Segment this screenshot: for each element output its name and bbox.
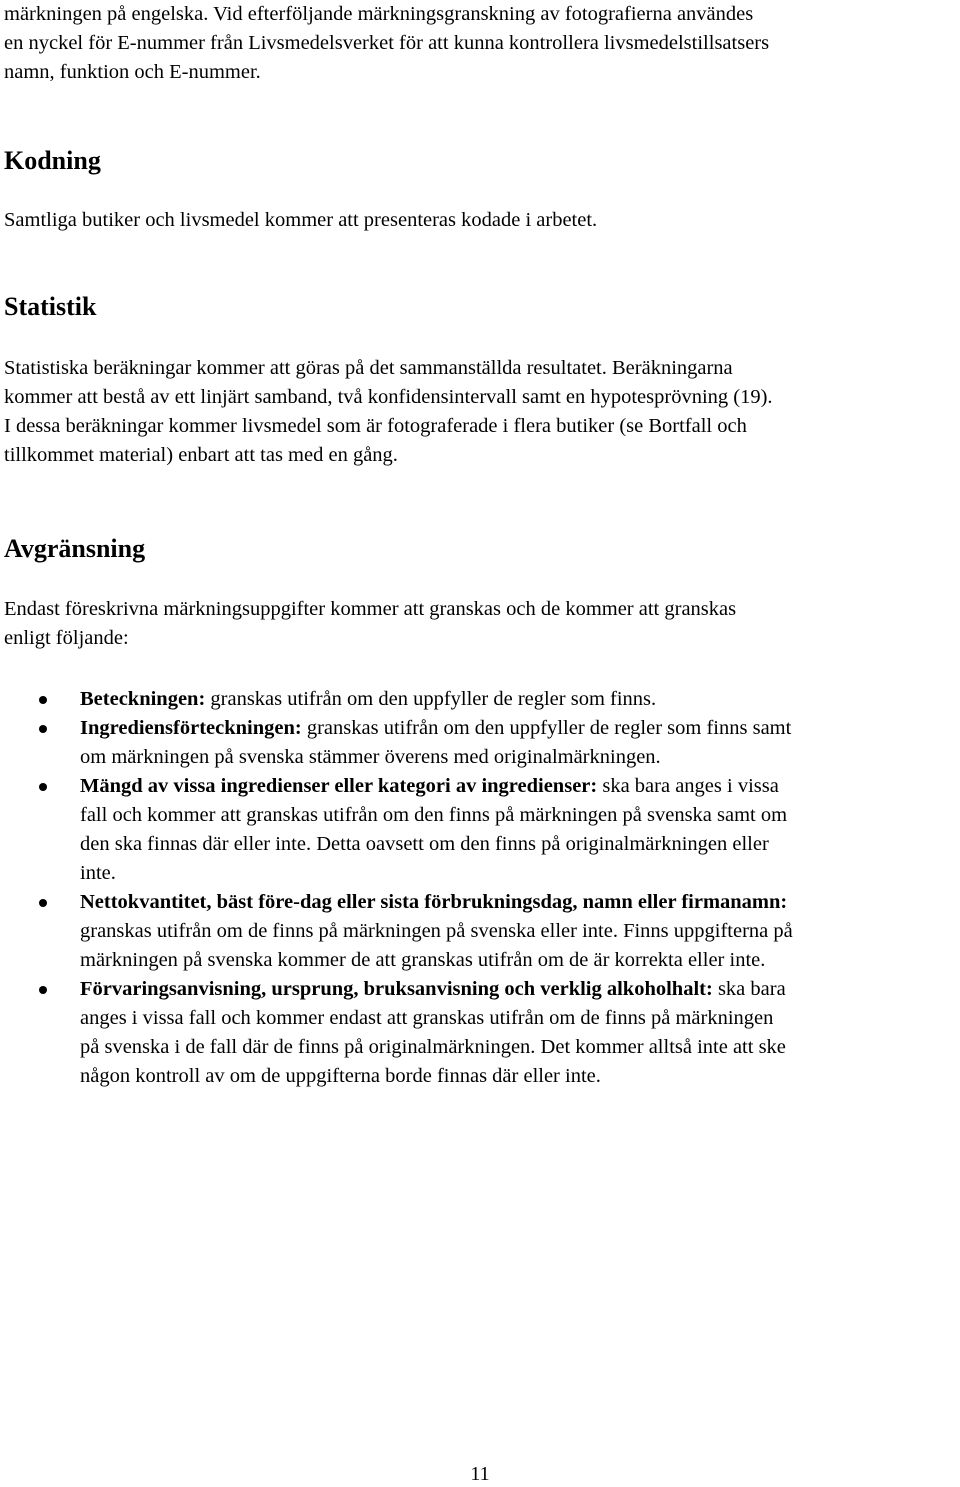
- criteria-list: [4, 685, 960, 1091]
- avgransning-paragraph: [4, 595, 736, 653]
- bullet-icon: [39, 783, 47, 791]
- intro-line: märkningen på engelska. Vid efterföljande märkningsgranskning av fotografierna användes: [4, 3, 754, 25]
- page-number: 11: [470, 1463, 490, 1485]
- bullet-text: någon kontroll av om de uppgifterna borde finnas där eller inte.: [80, 1065, 601, 1087]
- bullet-text: den ska finnas där eller inte. Detta oavsett om den finns på originalmärkningen eller: [80, 833, 769, 855]
- bullet-icon: [39, 696, 47, 704]
- bullet-term: Beteckningen:: [80, 688, 206, 710]
- heading-statistik: Statistik: [4, 292, 97, 321]
- bullet-text: ska bara: [712, 978, 786, 1000]
- heading-avgransning: Avgränsning: [4, 534, 146, 563]
- bullet-text: granskas utifrån om den uppfyller de regler som finns samt: [301, 717, 792, 739]
- intro-paragraph: [4, 0, 769, 87]
- bullet-text: inte.: [80, 862, 116, 884]
- list-item: [4, 714, 960, 772]
- list-item: [4, 888, 960, 975]
- list-item: [4, 685, 960, 714]
- bullet-text: om märkningen på svenska stämmer överens med originalmärkningen.: [80, 746, 661, 768]
- kodning-paragraph: Samtliga butiker och livsmedel kommer att presenteras kodade i arbetet.: [4, 209, 598, 231]
- bullet-term: Nettokvantitet, bäst före-dag eller sista förbrukningsdag, namn eller firmanamn:: [80, 891, 788, 913]
- bullet-text: granskas utifrån om den uppfyller de regler som finns.: [205, 688, 657, 710]
- bullet-term: Ingrediensförteckningen:: [80, 717, 302, 739]
- bullet-text: anges i vissa fall och kommer endast att granskas utifrån om de finns på märkningen: [80, 1007, 774, 1029]
- bullet-term: Mängd av vissa ingredienser eller kategori av ingredienser:: [80, 775, 598, 797]
- statistik-line: tillkommet material) enbart att tas med en gång.: [4, 444, 398, 466]
- list-item: [4, 975, 960, 1091]
- bullet-icon: [39, 986, 47, 994]
- heading-kodning: Kodning: [4, 146, 101, 175]
- avgransning-line: Endast föreskrivna märkningsuppgifter kommer att granskas och de kommer att granskas: [4, 598, 737, 620]
- bullet-text: granskas utifrån om de finns på märkningen på svenska eller inte. Finns uppgifterna på: [80, 920, 793, 942]
- bullet-icon: [39, 725, 47, 733]
- intro-line: en nyckel för E-nummer från Livsmedelsverket för att kunna kontrollera livsmedelstillsatsers: [4, 32, 770, 54]
- bullet-text: ska bara anges i vissa: [597, 775, 779, 797]
- statistik-paragraph: [4, 354, 773, 470]
- avgransning-line: enligt följande:: [4, 627, 129, 649]
- bullet-text: på svenska i de fall där de finns på originalmärkningen. Det kommer alltså inte att ske: [80, 1036, 786, 1058]
- bullet-text: märkningen på svenska kommer de att granskas utifrån om de är korrekta eller inte.: [80, 949, 766, 971]
- bullet-text: fall och kommer att granskas utifrån om den finns på märkningen på svenska samt om: [80, 804, 788, 826]
- list-item: [4, 772, 960, 888]
- bullet-term: Förvaringsanvisning, ursprung, bruksanvisning och verklig alkoholhalt:: [80, 978, 713, 1000]
- intro-line: namn, funktion och E-nummer.: [4, 61, 261, 83]
- statistik-line: Statistiska beräkningar kommer att göras på det sammanställda resultatet. Beräkningarna: [4, 357, 733, 379]
- bullet-icon: [39, 899, 47, 907]
- statistik-line: I dessa beräkningar kommer livsmedel som är fotograferade i flera butiker (se Bortfall och: [4, 415, 747, 437]
- statistik-line: kommer att bestå av ett linjärt samband, två konfidensintervall samt en hypotesprövning (19).: [4, 386, 773, 408]
